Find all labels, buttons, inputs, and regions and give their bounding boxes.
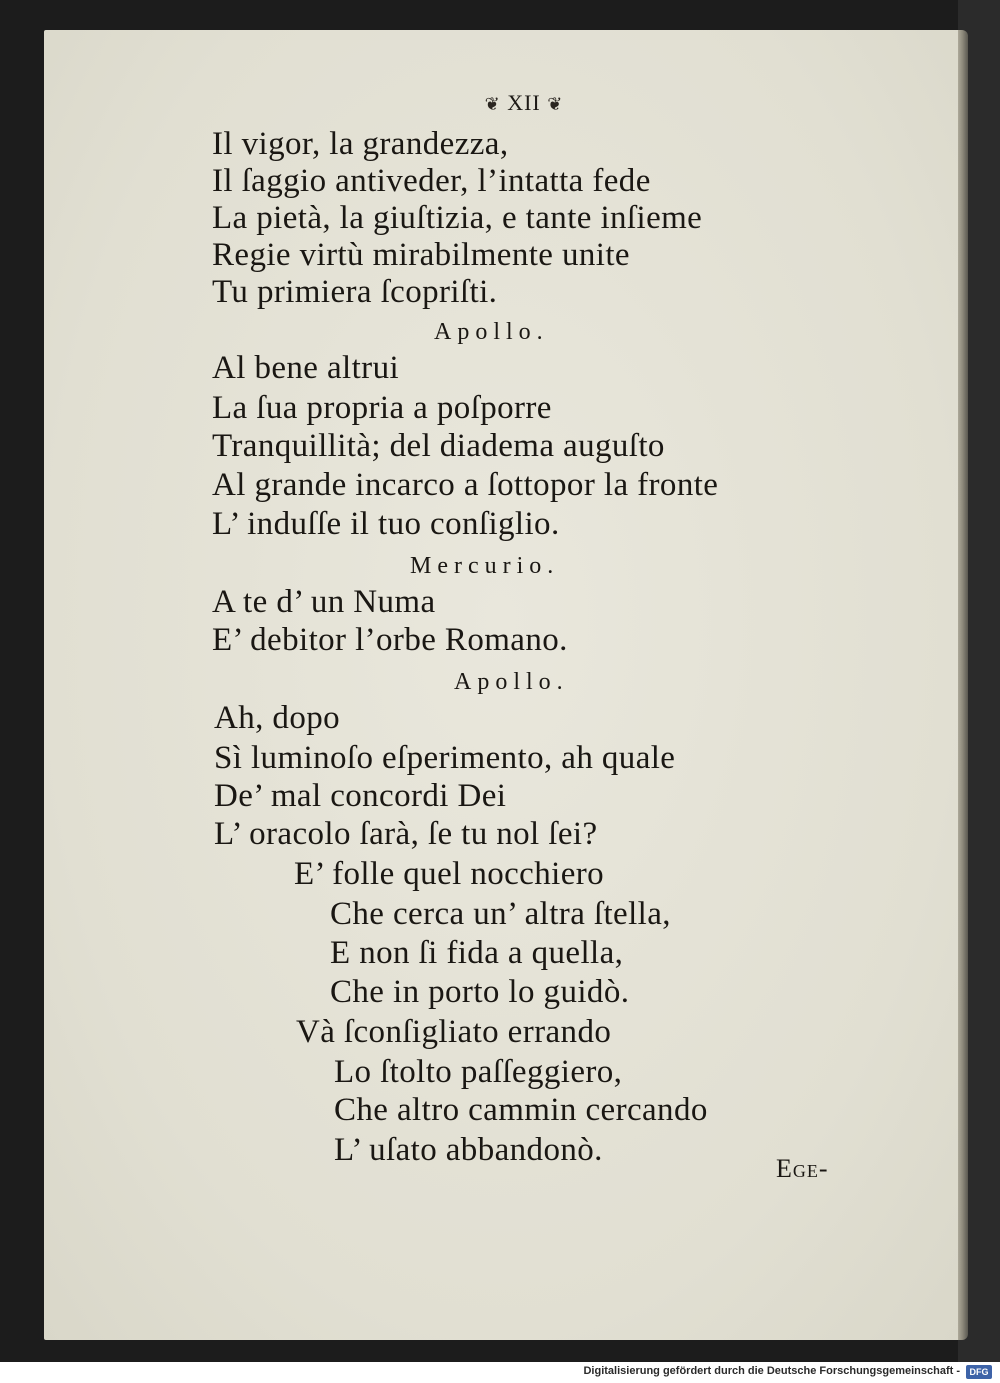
dfg-logo-icon: DFG [966,1365,992,1379]
text-line: Al grande incarco a ſottopor la fronte [212,467,719,503]
aria-line: Lo ſtolto paſſeggiero, [334,1054,623,1090]
aria-line: E non ſi fida a quella, [330,935,624,971]
book-page [44,30,958,1340]
text-line: Tu primiera ſcopriſti. [212,274,498,310]
ornament-left-icon: ❦ [484,94,501,114]
text-line: De’ mal concordi Dei [214,778,507,814]
text-line: Il ſaggio antiveder, l’intatta fede [212,163,651,199]
footer-credit: Digitalisierung gefördert durch die Deutsche Forschungsgemeinschaft - [583,1365,960,1377]
ornament-right-icon: ❦ [547,94,564,114]
show-through [664,72,864,102]
page-number [454,90,594,116]
text-line: Regie virtù mirabilmente unite [212,237,630,273]
text-line: L’ oracolo ſarà, ſe tu nol ſei? [214,816,598,852]
aria-line: Che in porto lo guidò. [330,974,630,1010]
text-line: La pietà, la giuſtizia, e tante inſieme [212,200,703,236]
aria-line: L’ uſato abbandonò. [334,1132,603,1168]
aria-line: Và ſconſigliato errando [296,1014,612,1050]
catchword: Ege- [776,1154,829,1183]
text-line: Sì luminoſo eſperimento, ah quale [214,740,676,776]
aria-line: Che cerca un’ altra ſtella, [330,896,671,932]
speaker-heading: Apollo. [454,669,569,695]
text-line: Tranquillità; del diadema auguſto [212,428,665,464]
text-line: La ſua propria a poſporre [212,390,552,426]
text-line: Il vigor, la grandezza, [212,126,509,162]
page-number-label: XII [507,90,541,115]
aria-line: Che altro cammin cercando [334,1092,708,1128]
text-line: Ah, dopo [214,700,341,736]
text-line: Al bene altrui [212,350,400,386]
text-line: A te d’ un Numa [212,584,436,620]
aria-line: E’ folle quel nocchiero [294,856,605,892]
speaker-heading: Mercurio. [410,553,560,579]
footer-bar [0,1362,1000,1383]
speaker-heading: Apollo. [434,319,549,345]
text-line: L’ induſſe il tuo conſiglio. [212,506,560,542]
text-line: E’ debitor l’orbe Romano. [212,622,568,658]
